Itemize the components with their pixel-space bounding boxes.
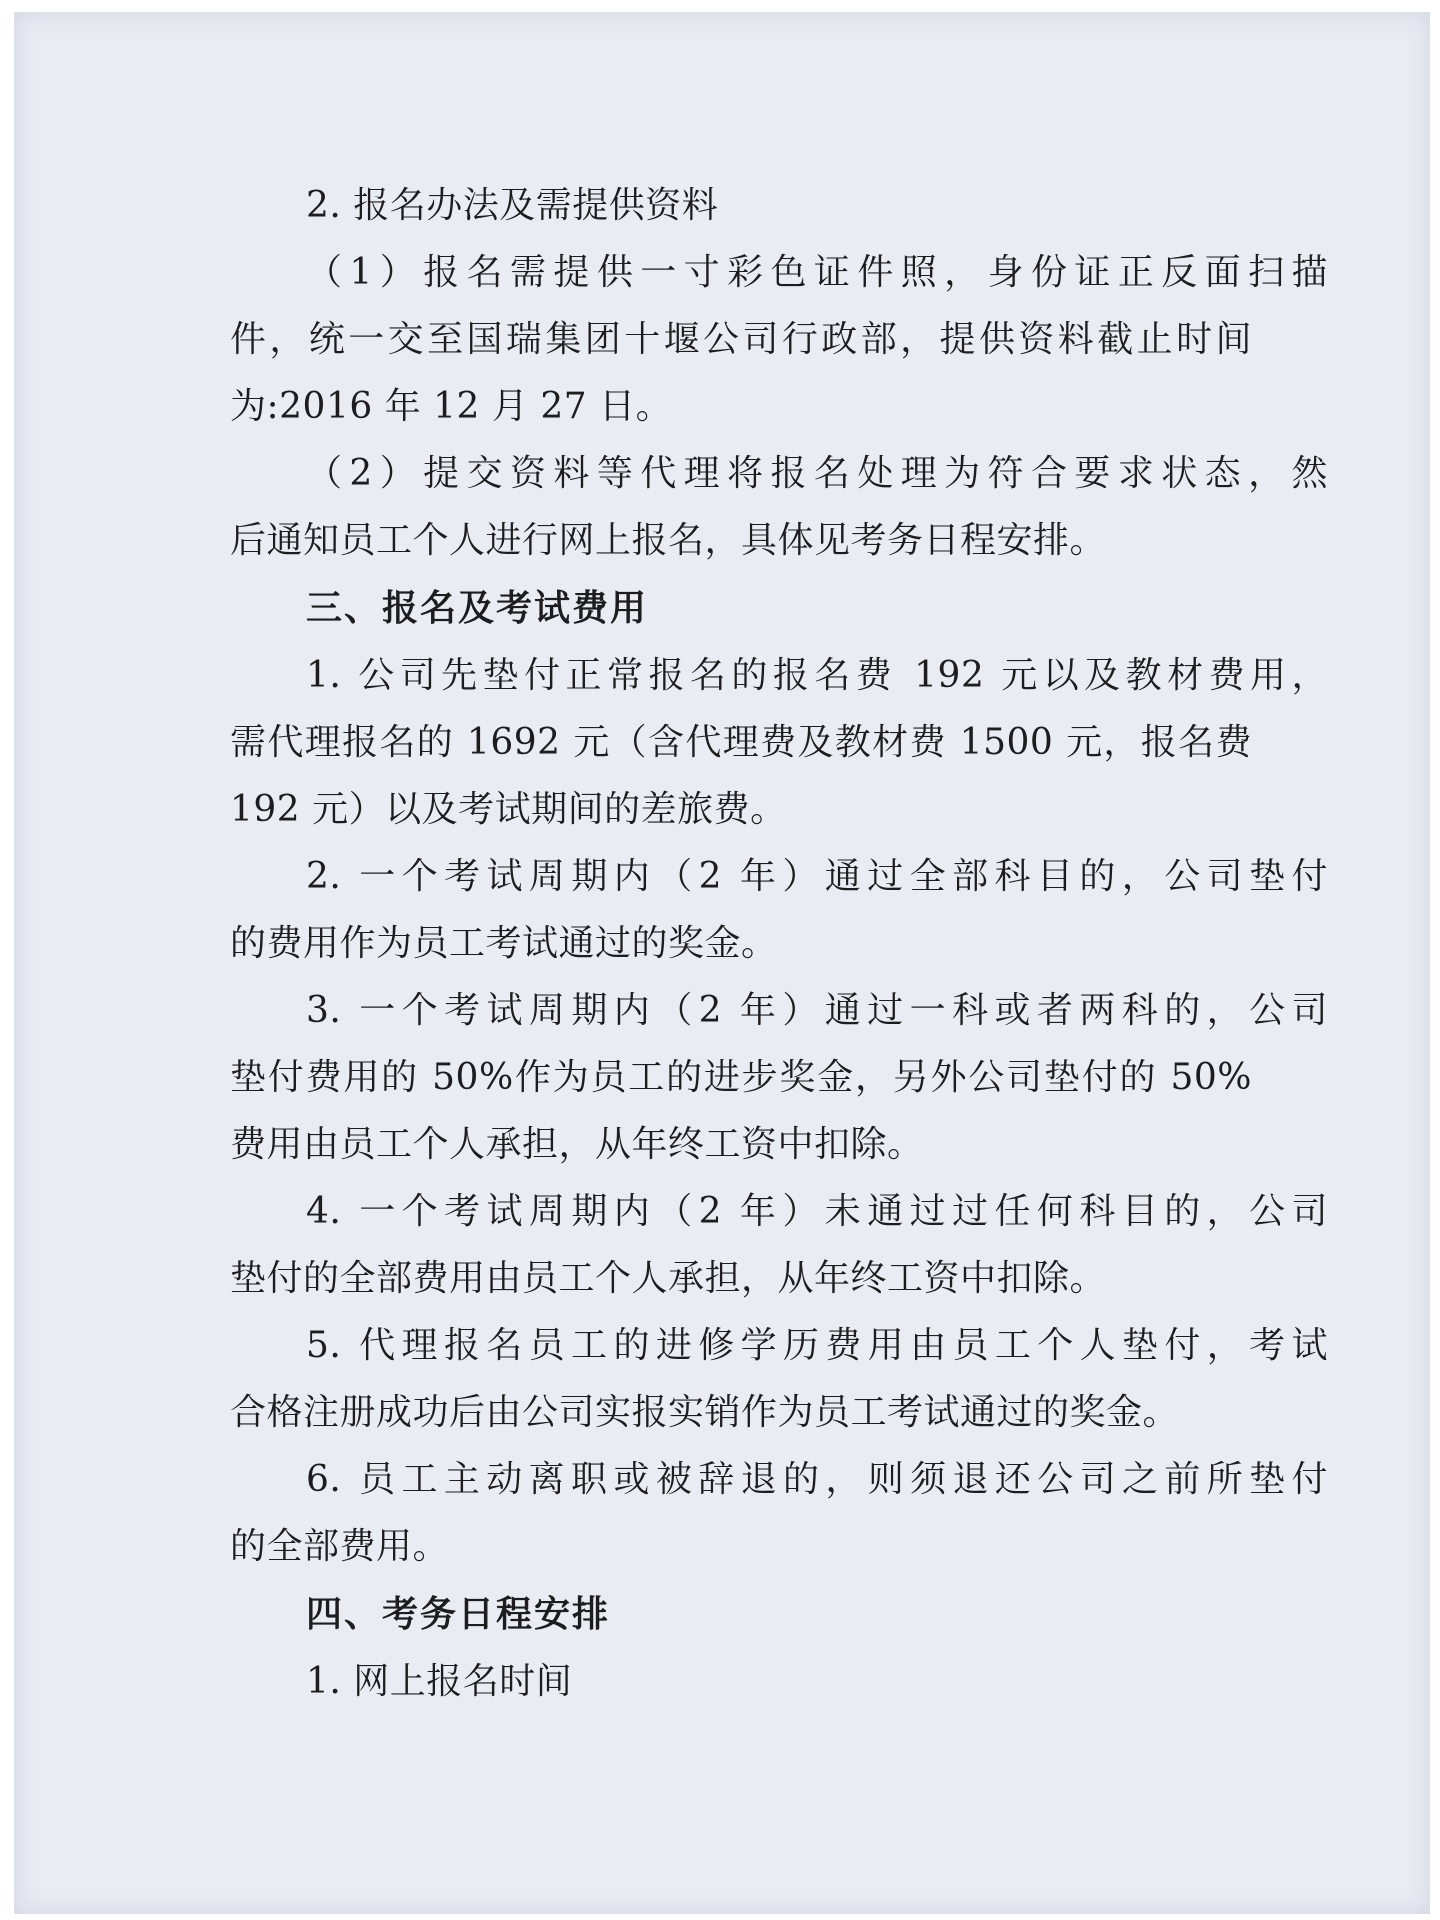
section-heading-schedule: 四、考务日程安排 <box>306 1594 611 1635</box>
section-heading-fees: 三、报名及考试费用 <box>306 588 649 629</box>
paragraph-line: 6. 员工主动离职或被辞退的，则须退还公司之前所垫付 <box>306 1459 1328 1500</box>
sub-heading-registration-method: 2. 报名办法及需提供资料 <box>306 185 719 226</box>
paragraph-line: 3. 一个考试周期内（2 年）通过一科或者两科的，公司 <box>306 990 1328 1031</box>
paragraph-line: 5. 代理报名员工的进修学历费用由员工个人垫付，考试 <box>306 1325 1328 1366</box>
paragraph-line: 需代理报名的 1692 元（含代理费及教材费 1500 元，报名费 <box>230 722 1252 763</box>
paragraph-line: 件，统一交至国瑞集团十堰公司行政部，提供资料截止时间 <box>230 319 1252 360</box>
paragraph-line: 为:2016 年 12 月 27 日。 <box>230 386 673 427</box>
paragraph-line: （2）提交资料等代理将报名处理为符合要求状态，然 <box>306 453 1328 494</box>
paragraph-line: （1）报名需提供一寸彩色证件照，身份证正反面扫描 <box>306 252 1328 293</box>
paragraph-line: 2. 一个考试周期内（2 年）通过全部科目的，公司垫付 <box>306 856 1328 897</box>
paragraph-line: 垫付的全部费用由员工个人承担，从年终工资中扣除。 <box>230 1258 1107 1299</box>
scanned-page <box>14 12 1430 1914</box>
paragraph-line: 4. 一个考试周期内（2 年）未通过过任何科目的，公司 <box>306 1191 1328 1232</box>
paragraph-line: 192 元）以及考试期间的差旅费。 <box>230 789 787 830</box>
paragraph-line: 1. 公司先垫付正常报名的报名费 192 元以及教材费用， <box>306 655 1328 696</box>
paragraph-line: 的费用作为员工考试通过的奖金。 <box>230 923 778 964</box>
paragraph-line: 费用由员工个人承担，从年终工资中扣除。 <box>230 1124 924 1165</box>
sub-heading-online-registration-time: 1. 网上报名时间 <box>306 1661 573 1702</box>
paragraph-line: 的全部费用。 <box>230 1526 450 1567</box>
paragraph-line: 后通知员工个人进行网上报名，具体见考务日程安排。 <box>230 520 1107 561</box>
paragraph-line: 垫付费用的 50%作为员工的进步奖金，另外公司垫付的 50% <box>230 1057 1252 1098</box>
paragraph-line: 合格注册成功后由公司实报实销作为员工考试通过的奖金。 <box>230 1392 1180 1433</box>
